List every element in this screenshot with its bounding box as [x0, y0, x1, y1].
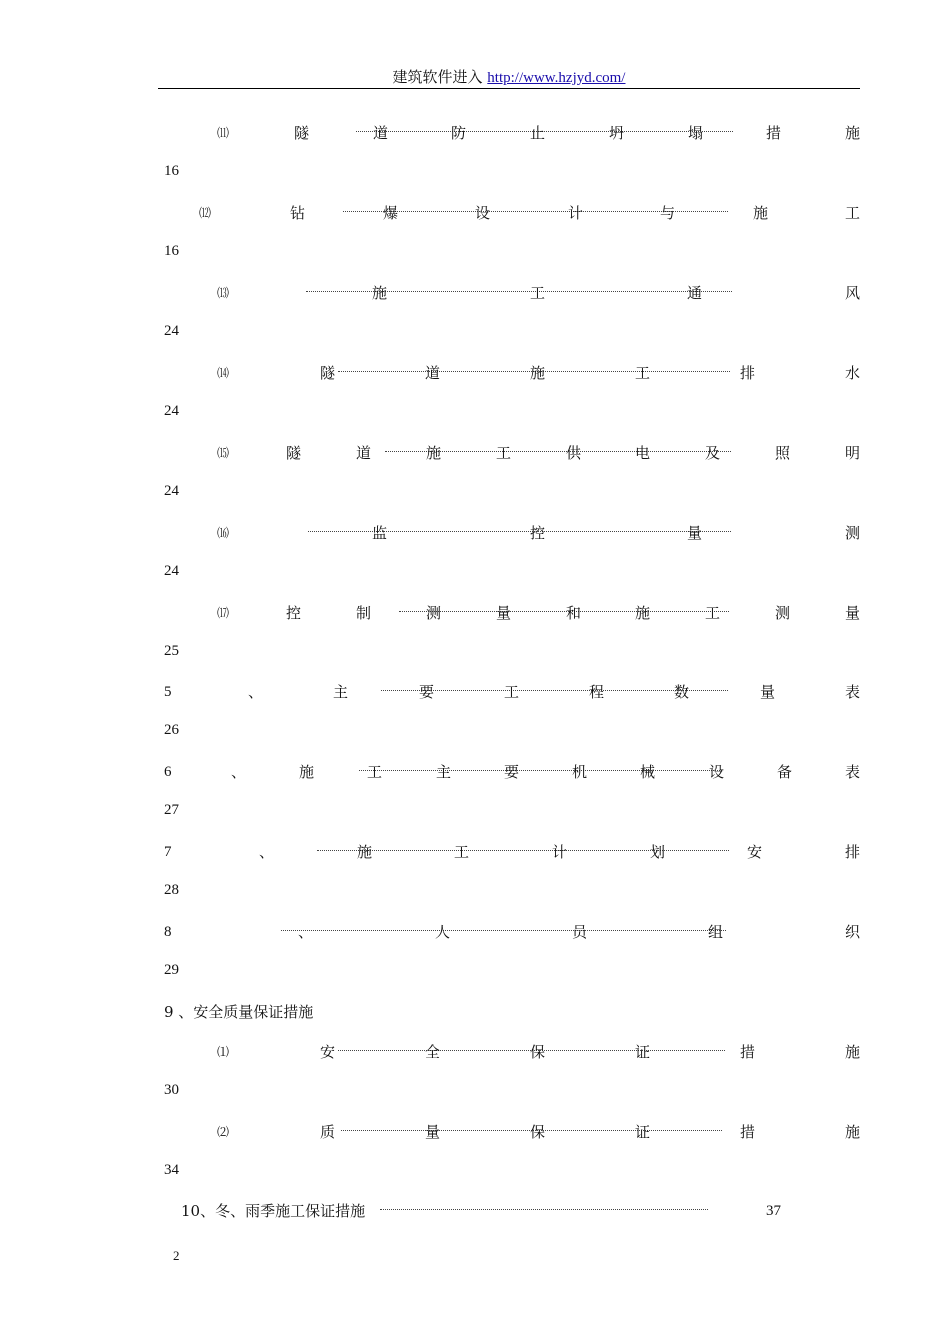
toc-entry-page: 24	[164, 483, 179, 499]
toc-entry-char: 与	[660, 204, 676, 222]
toc-entry-number: ⒁	[217, 366, 230, 380]
toc-entry[interactable]	[0, 760, 950, 818]
toc-entry-page: 16	[164, 163, 179, 179]
toc-entry[interactable]	[0, 121, 950, 179]
toc-entry-char: 、	[231, 763, 247, 781]
toc-entry-char: 塌	[688, 124, 704, 142]
toc-entry-page: 16	[164, 243, 179, 259]
toc-entry-number: ⒃	[217, 526, 230, 540]
toc-entry-char: 证	[635, 1123, 651, 1141]
toc-entry-char: 、	[248, 683, 264, 701]
toc-entry-char: 风	[845, 284, 861, 302]
toc-entry-char: 织	[845, 923, 861, 941]
toc-entry-char: 表	[845, 763, 861, 781]
toc-entry-char: 施	[299, 763, 315, 781]
toc-entry-char: 量	[425, 1123, 441, 1141]
toc-entry-char: 程	[589, 683, 605, 701]
toc-entry-char: 设	[709, 763, 725, 781]
toc-entry-char: 施	[753, 204, 769, 222]
section-9-heading	[0, 1000, 950, 1040]
toc-entry-char: 施	[635, 604, 651, 622]
toc-entry-char: 工	[504, 683, 520, 701]
toc-entry-page: 24	[164, 563, 179, 579]
toc-entry-char: 计	[568, 204, 584, 222]
toc-entry-char: 施	[845, 1043, 861, 1061]
toc-entry-char: 保	[530, 1043, 546, 1061]
toc-entry-number: ⒄	[217, 606, 230, 620]
header-link[interactable]: http://www.hzjyd.com/	[487, 70, 626, 86]
toc-entry-char: 主	[436, 763, 452, 781]
toc-entry-char: 备	[777, 763, 793, 781]
toc-entry-page: 30	[164, 1082, 179, 1098]
toc-entry-char: 工	[845, 204, 861, 222]
toc-entry[interactable]	[0, 281, 950, 339]
toc-entry-char: 要	[504, 763, 520, 781]
toc-entry-char: 表	[845, 683, 861, 701]
toc-entry-page: 27	[164, 802, 179, 818]
header-text: 建筑软件进入	[392, 68, 488, 86]
toc-entry-char: 电	[635, 444, 651, 462]
toc-entry-char: 量	[845, 604, 861, 622]
toc-entry-char: 员	[572, 923, 588, 941]
page-number: 2	[173, 1248, 180, 1263]
dotted-leader	[399, 611, 729, 612]
toc-entry[interactable]	[0, 1040, 950, 1098]
toc-entry-char: 排	[845, 843, 861, 861]
toc-entry-char: 械	[640, 763, 656, 781]
toc-entry[interactable]	[0, 601, 950, 659]
toc-entry-char: 安	[747, 843, 763, 861]
section-9-label: 9 、安全质量保证措施	[164, 1003, 314, 1021]
toc-entry-char: 工	[705, 604, 721, 622]
toc-entry-page: 24	[164, 323, 179, 339]
toc-entry-char: 量	[496, 604, 512, 622]
toc-entry[interactable]	[0, 680, 950, 738]
toc-entry-char: 爆	[383, 204, 399, 222]
toc-entry[interactable]	[0, 920, 950, 978]
toc-entry-char: 工	[496, 444, 512, 462]
toc-entry-char: 质	[320, 1123, 336, 1141]
toc-entry-char: 道	[356, 444, 372, 462]
toc-entry-page: 34	[164, 1162, 179, 1178]
toc-entry-char: 施	[845, 124, 861, 142]
toc-entry-char: 量	[760, 683, 776, 701]
toc-entry-number: ⒂	[217, 446, 230, 460]
toc-entry-char: 防	[451, 124, 467, 142]
toc-entry-char: 主	[333, 683, 349, 701]
toc-entry-char: 量	[687, 524, 703, 542]
toc-entry-char: 测	[775, 604, 791, 622]
toc-entry-number: ⑿	[199, 206, 212, 220]
toc-entry-char: 控	[530, 524, 546, 542]
toc-entry-label: 10、冬、雨季施工保证措施	[181, 1202, 366, 1220]
toc-entry-char: 全	[425, 1043, 441, 1061]
toc-entry-number: 6	[164, 764, 172, 780]
toc-entry-char: 计	[552, 843, 568, 861]
toc-entry-char: 措	[766, 124, 782, 142]
toc-entry[interactable]	[0, 521, 950, 579]
toc-entry-char: 工	[530, 284, 546, 302]
toc-entry-page: 29	[164, 962, 179, 978]
toc-entry-char: 照	[775, 444, 791, 462]
toc-entry-char: 要	[419, 683, 435, 701]
toc-entry-number: ⑵	[217, 1125, 230, 1139]
toc-entry-char: 道	[425, 364, 441, 382]
toc-entry-char: 施	[426, 444, 442, 462]
toc-entry-char: 、	[298, 923, 314, 941]
dotted-leader	[317, 850, 729, 851]
toc-entry-char: 隧	[320, 364, 336, 382]
toc-entry-char: 供	[566, 444, 582, 462]
toc-entry-char: 机	[572, 763, 588, 781]
toc-entry-char: 钻	[290, 204, 306, 222]
toc-entry-number: 8	[164, 924, 172, 940]
toc-entry-char: 、	[259, 843, 275, 861]
toc-entry-char: 划	[650, 843, 666, 861]
toc-entry-page: 37	[766, 1203, 781, 1219]
toc-entry-char: 安	[320, 1043, 336, 1061]
toc-entry-page: 26	[164, 722, 179, 738]
toc-entry-char: 排	[740, 364, 756, 382]
toc-entry[interactable]	[0, 441, 950, 499]
toc-entry-char: 监	[372, 524, 388, 542]
toc-entry-page: 25	[164, 643, 179, 659]
toc-entry-char: 测	[845, 524, 861, 542]
toc-entry-char: 措	[740, 1043, 756, 1061]
toc-entry-number: ⒀	[217, 286, 230, 300]
toc-entry-char: 坍	[609, 124, 625, 142]
toc-entry-char: 明	[845, 444, 861, 462]
toc-entry-char: 控	[286, 604, 302, 622]
toc-entry-char: 水	[845, 364, 861, 382]
toc-entry[interactable]	[0, 201, 950, 259]
toc-entry-number: ⑴	[217, 1045, 230, 1059]
toc-entry-char: 道	[373, 124, 389, 142]
toc-entry-char: 和	[566, 604, 582, 622]
toc-entry-char: 施	[530, 364, 546, 382]
toc-entry-char: 止	[530, 124, 546, 142]
dotted-leader	[359, 770, 722, 771]
dotted-leader	[281, 930, 726, 931]
toc-entry-char: 保	[530, 1123, 546, 1141]
toc-entry-char: 测	[426, 604, 442, 622]
toc-entry-char: 隧	[286, 444, 302, 462]
toc-entry-section-10[interactable]	[0, 1199, 950, 1239]
toc-entry-char: 施	[357, 843, 373, 861]
dotted-leader	[306, 291, 732, 292]
toc-entry-char: 及	[705, 444, 721, 462]
toc-entry-char: 施	[372, 284, 388, 302]
toc-entry-number: ⑾	[217, 126, 230, 140]
toc-entry-char: 证	[635, 1043, 651, 1061]
dotted-leader	[380, 1209, 708, 1210]
toc-entry-char: 组	[708, 923, 724, 941]
toc-entry-char: 人	[435, 923, 451, 941]
toc-entry-char: 隧	[294, 124, 310, 142]
toc-entry-char: 通	[687, 284, 703, 302]
toc-entry[interactable]	[0, 361, 950, 419]
toc-entry-page: 24	[164, 403, 179, 419]
toc-entry-number: 5	[164, 684, 172, 700]
toc-entry-char: 施	[845, 1123, 861, 1141]
toc-entry[interactable]	[0, 840, 950, 898]
toc-entry-char: 制	[356, 604, 372, 622]
toc-entry-char: 工	[367, 763, 383, 781]
toc-entry-char: 措	[740, 1123, 756, 1141]
toc-entry[interactable]	[0, 1120, 950, 1178]
toc-entry-number: 7	[164, 844, 172, 860]
toc-entry-char: 工	[454, 843, 470, 861]
toc-entry-char: 设	[475, 204, 491, 222]
toc-entry-char: 工	[635, 364, 651, 382]
toc-entry-page: 28	[164, 882, 179, 898]
toc-entry-char: 数	[674, 683, 690, 701]
